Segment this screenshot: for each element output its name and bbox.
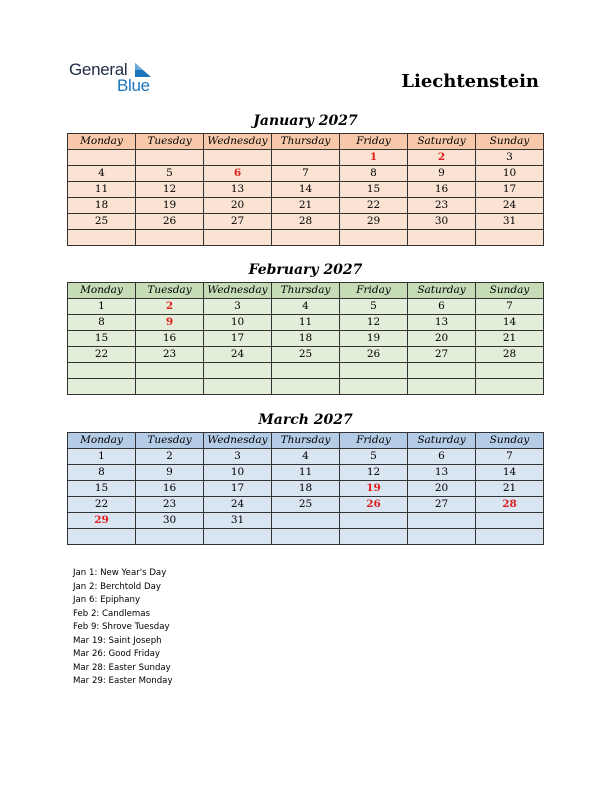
day-cell: 10 [204,465,272,481]
day-cell: 8 [68,315,136,331]
day-cell [272,230,340,246]
day-cell: 11 [68,182,136,198]
day-cell: 21 [272,198,340,214]
day-cell [68,230,136,246]
day-cell [408,379,476,395]
week-row [68,166,544,182]
day-cell: 4 [272,299,340,315]
weekday-header-row [68,433,544,449]
day-cell: 7 [272,166,340,182]
month-title: February 2027 [248,262,363,278]
day-cell: 28 [272,214,340,230]
week-row [68,529,544,545]
day-cell [476,230,544,246]
holiday-item: Jan 2: Berchtold Day [73,581,161,592]
week-row [68,347,544,363]
day-cell: 12 [136,182,204,198]
day-cell [204,379,272,395]
day-cell: 3 [204,449,272,465]
day-cell: 22 [68,347,136,363]
weekday-header: Monday [68,433,136,449]
month-title: March 2027 [258,412,353,428]
day-cell: 31 [204,513,272,529]
day-cell [340,230,408,246]
day-cell: 2 [136,449,204,465]
logo-text-blue: Blue [117,76,150,95]
weekday-header-row [68,134,544,150]
day-cell: 3 [204,299,272,315]
week-row [68,465,544,481]
day-cell: 23 [136,497,204,513]
weekday-header: Saturday [408,134,476,150]
day-cell: 5 [136,166,204,182]
day-cell: 25 [68,214,136,230]
week-row [68,449,544,465]
day-cell: 6 [408,449,476,465]
day-cell: 16 [136,331,204,347]
day-cell: 8 [68,465,136,481]
day-cell [408,363,476,379]
day-cell [476,529,544,545]
day-cell [272,513,340,529]
weekday-header: Saturday [408,283,476,299]
country-title: Liechtenstein [401,71,539,92]
week-row [68,497,544,513]
day-cell: 11 [272,465,340,481]
day-cell [340,529,408,545]
day-cell [204,230,272,246]
day-cell: 5 [340,449,408,465]
weekday-header: Wednesday [204,283,272,299]
day-cell [340,363,408,379]
day-cell: 28 [476,497,544,513]
weekday-header: Friday [340,433,408,449]
day-cell: 7 [476,449,544,465]
holiday-item: Mar 29: Easter Monday [73,676,173,686]
day-cell [136,363,204,379]
day-cell: 21 [476,331,544,347]
holiday-item: Jan 1: New Year's Day [73,568,167,578]
month-march [67,411,544,545]
day-cell [408,529,476,545]
weekday-header: Sunday [476,433,544,449]
holiday-item: Feb 2: Candlemas [73,608,150,619]
day-cell: 26 [340,347,408,363]
day-cell: 14 [272,182,340,198]
day-cell [476,379,544,395]
holiday-item: Jan 6: Epiphany [73,595,141,605]
day-cell: 27 [204,214,272,230]
day-cell: 13 [408,465,476,481]
day-cell: 24 [204,347,272,363]
weekday-header: Wednesday [204,433,272,449]
weekday-header: Friday [340,283,408,299]
weekday-header: Wednesday [204,134,272,150]
day-cell [136,529,204,545]
month-february [67,261,544,395]
holiday-item: Feb 9: Shrove Tuesday [73,622,170,632]
weekday-header: Saturday [408,433,476,449]
day-cell: 14 [476,315,544,331]
day-cell: 5 [340,299,408,315]
day-cell: 22 [340,198,408,214]
day-cell [476,363,544,379]
day-cell: 8 [340,166,408,182]
holiday-list [73,567,173,689]
day-cell [476,513,544,529]
day-cell: 26 [340,497,408,513]
day-cell: 18 [272,331,340,347]
day-cell: 17 [204,331,272,347]
weekday-header: Monday [68,134,136,150]
week-row [68,230,544,246]
day-cell: 13 [408,315,476,331]
day-cell [408,513,476,529]
day-cell: 1 [68,299,136,315]
day-cell: 29 [340,214,408,230]
day-cell: 15 [68,481,136,497]
weekday-header: Sunday [476,134,544,150]
weekday-header: Thursday [272,134,340,150]
week-row [68,315,544,331]
day-cell [340,379,408,395]
day-cell [68,150,136,166]
day-cell: 24 [204,497,272,513]
month-title: January 2027 [253,113,358,129]
weekday-header: Tuesday [136,433,204,449]
weekday-header: Sunday [476,283,544,299]
day-cell [68,379,136,395]
day-cell [340,513,408,529]
day-cell [408,230,476,246]
day-cell: 15 [68,331,136,347]
day-cell: 4 [272,449,340,465]
day-cell: 23 [408,198,476,214]
day-cell: 3 [476,150,544,166]
day-cell: 19 [340,331,408,347]
day-cell: 11 [272,315,340,331]
week-row [68,198,544,214]
week-row [68,299,544,315]
weekday-header: Tuesday [136,134,204,150]
day-cell: 6 [204,166,272,182]
week-row [68,182,544,198]
day-cell: 27 [408,497,476,513]
day-cell: 13 [204,182,272,198]
day-cell [136,150,204,166]
holiday-item: Mar 26: Good Friday [73,649,160,659]
day-cell: 29 [68,513,136,529]
day-cell: 12 [340,315,408,331]
day-cell: 10 [204,315,272,331]
day-cell: 25 [272,347,340,363]
day-cell [272,529,340,545]
week-row [68,214,544,230]
weekday-header: Tuesday [136,283,204,299]
day-cell: 23 [136,347,204,363]
day-cell: 22 [68,497,136,513]
calendar-table [67,282,544,395]
day-cell [136,230,204,246]
day-cell: 4 [68,166,136,182]
weekday-header: Monday [68,283,136,299]
day-cell: 24 [476,198,544,214]
day-cell: 20 [408,481,476,497]
day-cell: 16 [408,182,476,198]
day-cell: 31 [476,214,544,230]
logo-text-general: General [69,60,128,79]
weekday-header: Thursday [272,433,340,449]
day-cell: 1 [68,449,136,465]
weekday-header: Friday [340,134,408,150]
day-cell: 16 [136,481,204,497]
day-cell: 12 [340,465,408,481]
day-cell: 14 [476,465,544,481]
day-cell: 30 [136,513,204,529]
weekday-header-row [68,283,544,299]
day-cell [272,379,340,395]
day-cell: 17 [204,481,272,497]
day-cell [68,363,136,379]
day-cell: 6 [408,299,476,315]
day-cell: 19 [340,481,408,497]
week-row [68,331,544,347]
week-row [68,363,544,379]
day-cell [272,150,340,166]
brand-logo [69,60,159,96]
day-cell: 15 [340,182,408,198]
day-cell: 18 [272,481,340,497]
day-cell: 18 [68,198,136,214]
day-cell: 9 [136,315,204,331]
holiday-item: Mar 28: Easter Sunday [73,662,171,673]
weekday-header: Thursday [272,283,340,299]
day-cell: 25 [272,497,340,513]
day-cell: 20 [408,331,476,347]
day-cell [204,150,272,166]
day-cell [204,529,272,545]
calendar-table [67,133,544,246]
day-cell: 9 [136,465,204,481]
day-cell: 10 [476,166,544,182]
day-cell [68,529,136,545]
day-cell: 21 [476,481,544,497]
day-cell [136,379,204,395]
day-cell: 2 [136,299,204,315]
holiday-item: Mar 19: Saint Joseph [73,635,162,646]
week-row [68,379,544,395]
day-cell: 2 [408,150,476,166]
week-row [68,150,544,166]
week-row [68,513,544,529]
day-cell: 19 [136,198,204,214]
day-cell: 1 [340,150,408,166]
month-january [67,112,544,246]
day-cell: 20 [204,198,272,214]
day-cell: 9 [408,166,476,182]
day-cell [272,363,340,379]
day-cell [204,363,272,379]
day-cell: 27 [408,347,476,363]
day-cell: 26 [136,214,204,230]
day-cell: 30 [408,214,476,230]
day-cell: 7 [476,299,544,315]
day-cell: 17 [476,182,544,198]
calendar-table [67,432,544,545]
day-cell: 28 [476,347,544,363]
week-row [68,481,544,497]
